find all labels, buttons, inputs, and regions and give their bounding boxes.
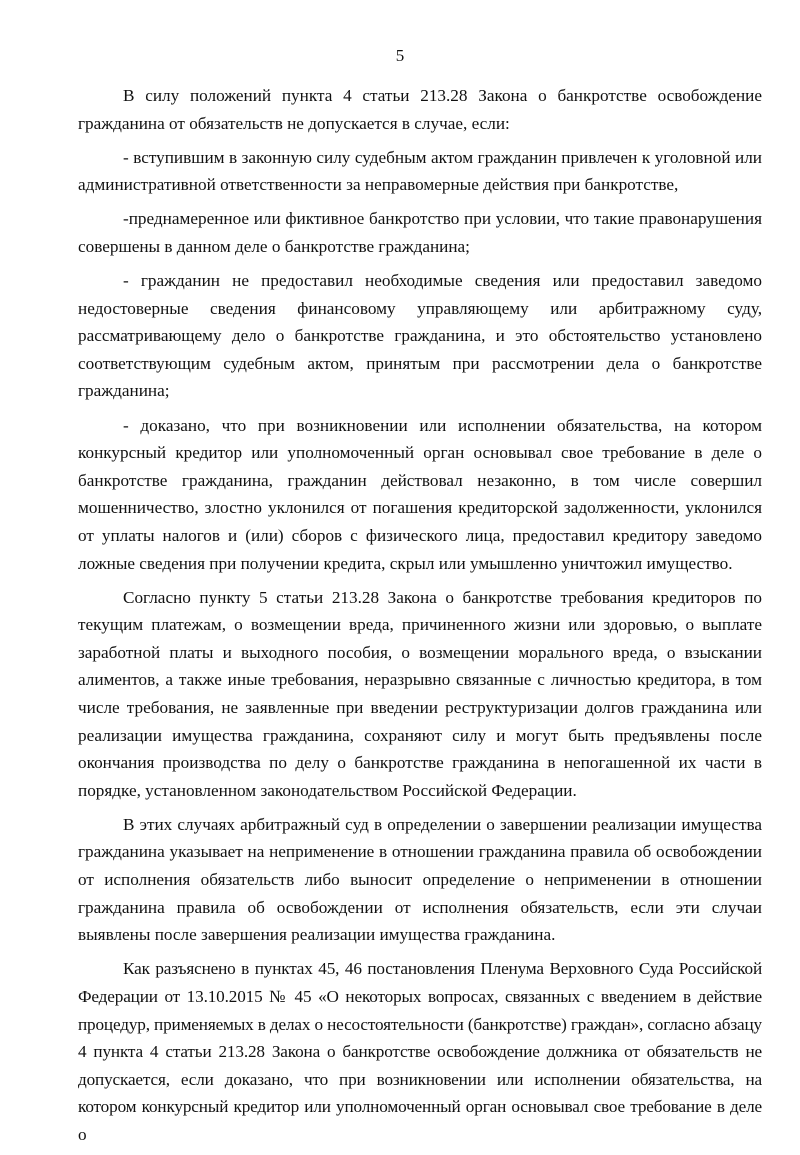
page-number: 5: [395, 46, 405, 65]
paragraph-court-determination: В этих случаях арбитражный суд в определении о завершении реализации имущества гражданина указывает на неприменение в отношении гражданина правила об освобождении от исполнения обязательств либо выносит определение о неприменении в отношении гражданина правила об освобождении от исполнения обязательств, если эти случаи выявлены после завершения реализации имущества гражданина.: [78, 814, 762, 945]
document-body: [78, 82, 762, 1155]
paragraph-fictitious-bankruptcy: -преднамеренное или фиктивное банкротство при условии, что такие правонарушения совершены в данном деле о банкротстве гражданина;: [78, 209, 762, 256]
paragraph-clause-5: Согласно пункту 5 статьи 213.28 Закона о банкротстве требования кредиторов по текущим платежам, о возмещении вреда, причиненного жизни или здоровью, о выплате заработной платы и выходного пособия, о возмещении морального вреда, о взыскании алиментов, а также иные требования, неразрывно связанные с личностью кредитора, в том числе требования, не заявленные при введении реструктуризации долгов гражданина или реализации имущества гражданина, сохраняют силу и могут быть предъявлены после окончания производства по делу о банкротстве гражданина в непогашенной их части в порядке, установленном законодательством Российской Федерации.: [78, 587, 762, 800]
paragraph-exemption-conditions: В силу положений пункта 4 статьи 213.28 Закона о банкротстве освобождение гражданина от обязательств не допускается в случае, если:: [78, 86, 762, 133]
paragraph-plenum-explanation: Как разъяснено в пунктах 45, 46 постановления Пленума Верховного Суда Российской Федерации от 13.10.2015 № 45 «О некоторых вопросах, связанных с введением в действие процедур, применяемых в делах о несостоятельности (банкротстве) граждан», согласно абзацу 4 пункта 4 статьи 213.28 Закона о банкротстве освобождение должника от обязательств не допускается, если доказано, что при возникновении или исполнении обязательства, на котором конкурсный кредитор или уполномоченный орган основывал свое требование в деле о: [78, 959, 762, 1144]
paragraph-criminal-liability: - вступившим в законную силу судебным актом гражданин привлечен к уголовной или административной ответственности за неправомерные действия при банкротстве,: [78, 147, 762, 195]
paragraph-false-information: - гражданин не предоставил необходимые сведения или предоставил заведомо недостоверные сведения финансовому управляющему или арбитражному суду, рассматривающему дело о банкротстве гражданина, и это обстоятельство установлено соответствующим судебным актом, принятым при рассмотрении дела о банкротстве гражданина;: [78, 271, 762, 401]
paragraph-illegal-actions: - доказано, что при возникновении или исполнении обязательства, на котором конкурсный кредитор или уполномоченный орган основывал свое требование в деле о банкротстве гражданина, гражданин действовал незаконно, в том числе совершил мошенничество, злостно уклонился от погашения кредиторской задолженности, уклонился от уплаты налогов и (или) сборов с физического лица, предоставил кредитору заведомо ложные сведения при получении кредита, скрыл или умышленно уничтожил имущество.: [78, 415, 762, 573]
